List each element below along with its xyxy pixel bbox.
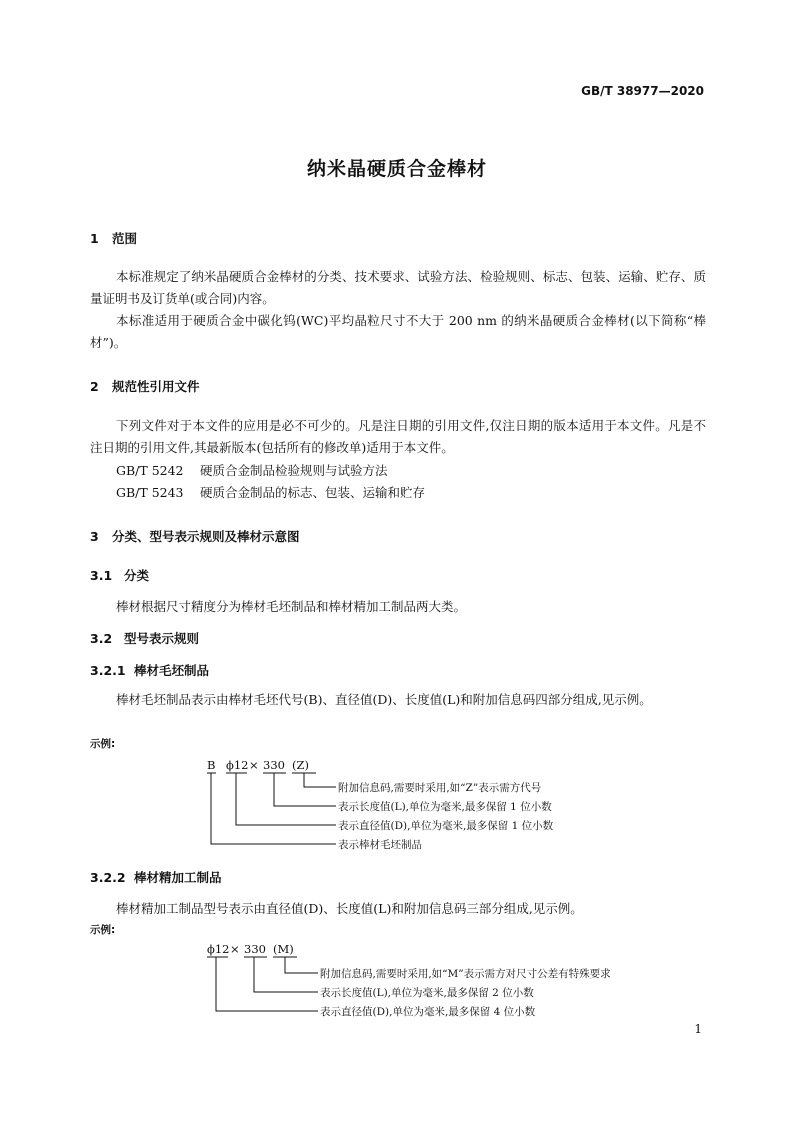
- leader-extra: [304, 773, 336, 787]
- document-title: 纳米晶硬质合金棒材: [306, 158, 487, 180]
- code-extra: (Z): [292, 758, 309, 772]
- annotation-diameter: 表示直径值(D),单位为毫米,最多保留 4 位小数: [320, 1006, 536, 1018]
- leader-diameter: [216, 957, 318, 1011]
- section-title: 规范性引用文件: [112, 379, 200, 394]
- reference-code: GB/T 5242: [116, 463, 184, 478]
- section-title: 分类、型号表示规则及棒材示意图: [112, 529, 300, 544]
- annotation-length: 表示长度值(L),单位为毫米,最多保留 1 位小数: [338, 801, 552, 813]
- code-diameter: ϕ12: [226, 758, 249, 772]
- leader-length: [254, 957, 318, 992]
- code-extra: (M): [273, 942, 294, 956]
- section-number: 1: [90, 231, 99, 246]
- section-1-paragraph-1: 本标准规定了纳米晶硬质合金棒材的分类、技术要求、试验方法、检验规则、标志、包装、运输、贮存、质量证明书及订货单(或合同)内容。: [90, 269, 706, 306]
- standard-number: GB/T 38977—2020: [581, 84, 704, 98]
- section-3-2-2-paragraph: 棒材精加工制品型号表示由直径值(D)、长度值(L)和附加信息码三部分组成,见示例。: [116, 901, 583, 916]
- section-number: 3.2.1: [90, 663, 126, 678]
- leader-length: [274, 773, 336, 806]
- section-title: 型号表示规则: [124, 631, 200, 646]
- code-diameter: ϕ12: [207, 942, 230, 956]
- leader-diameter: [236, 773, 336, 825]
- section-title: 棒材毛坯制品: [134, 663, 210, 678]
- annotation-blank-product: 表示棒材毛坯制品: [338, 839, 422, 851]
- example-label: 示例:: [90, 924, 116, 936]
- annotation-diameter: 表示直径值(D),单位为毫米,最多保留 1 位小数: [338, 820, 554, 832]
- leader-extra: [285, 957, 318, 973]
- section-number: 3.2.2: [90, 870, 126, 885]
- section-3-2-1-paragraph: 棒材毛坯制品表示由棒材毛坯代号(B)、直径值(D)、长度值(L)和附加信息码四部分组成,见示例。: [116, 692, 652, 707]
- section-title: 分类: [124, 568, 150, 583]
- section-title: 范围: [112, 231, 138, 246]
- section-number: 2: [90, 379, 99, 394]
- annotation-length: 表示长度值(L),单位为毫米,最多保留 2 位小数: [320, 987, 534, 999]
- reference-title: 硬质合金制品的标志、包装、运输和贮存: [200, 485, 426, 500]
- section-number: 3.1: [90, 568, 113, 583]
- section-number: 3.2: [90, 631, 113, 646]
- example-label: 示例:: [90, 738, 116, 750]
- code-times: ×: [230, 942, 240, 956]
- code-times: ×: [249, 758, 259, 772]
- section-title: 棒材精加工制品: [134, 870, 222, 885]
- code-letter-b: B: [207, 758, 216, 772]
- code-length: 330: [244, 942, 266, 956]
- reference-title: 硬质合金制品检验规则与试验方法: [200, 463, 388, 478]
- annotation-extra-code: 附加信息码,需要时采用,如“M”表示需方对尺寸公差有特殊要求: [320, 968, 611, 980]
- reference-code: GB/T 5243: [116, 485, 184, 500]
- section-2-paragraph: 下列文件对于本文件的应用是必不可少的。凡是注日期的引用文件,仅注日期的版本适用于本文件。凡是不注日期的引用文件,其最新版本(包括所有的修改单)适用于本文件。: [90, 418, 706, 455]
- page-number: 1: [694, 1022, 702, 1036]
- annotation-extra-code: 附加信息码,需要时采用,如“Z”表示需方代号: [338, 782, 542, 794]
- section-3-1-paragraph: 棒材根据尺寸精度分为棒材毛坯制品和棒材精加工制品两大类。: [116, 599, 467, 614]
- code-length: 330: [263, 758, 285, 772]
- section-number: 3: [90, 529, 99, 544]
- section-1-paragraph-2: 本标准适用于硬质合金中碳化钨(WC)平均晶粒尺寸不大于 200 nm 的纳米晶硬质合金棒材(以下简称“棒材”)。: [90, 313, 706, 350]
